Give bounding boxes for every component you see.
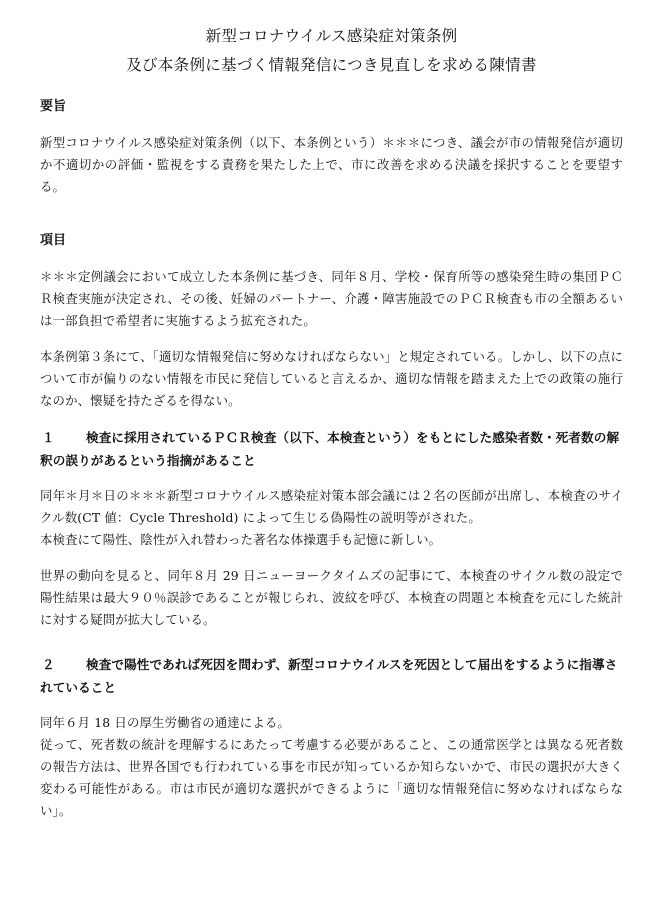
point-1-paragraph-1-line-2: 本検査にて陽性、陰性が入れ替わった著名な体操選手も記憶に新しい。 [40,532,442,547]
point-2-heading [40,653,623,699]
summary-heading: 要旨 [40,99,67,114]
title-block [40,22,623,80]
point-2-paragraph [40,712,623,822]
point-2-number: ２ [42,657,55,672]
point-1-heading-text: 検査に採用されているＰＣＲ検査（以下、本検査という）をもとにした感染者数・死者数の解釈の誤りがあるという指摘があること [40,430,620,468]
document-title-line-1: 新型コロナウイルス感染症対策条例 [205,27,458,45]
point-1-paragraph-1-line-1: 同年＊月＊日の＊＊＊新型コロナウイルス感染症対策本部会議には２名の医師が出席し、本検査のサイクル数(CT 値：Cycle Threshold) によって生じる偽陽性の説明等がされた。 [40,488,623,525]
document-title-line-2: 及び本条例に基づく情報発信につき見直しを求める陳情書 [126,56,537,74]
point-1-heading [40,426,623,472]
point-1-paragraph-1 [40,485,623,551]
point-2-line-1: 同年６月 18 日の厚生労働省の通達による。 [40,715,290,730]
point-1-paragraph-2: 世界の動向を見ると、同年８月 29 日ニューヨークタイムズの記事にて、本検査のサイクル数の設定で陽性結果は最大９０％誤診であることが報じられ、波紋を呼び、本検査の問題と本検査を元にした統計に対する疑問が拡大している。 [40,568,623,627]
items-paragraph-2: 本条例第３条にて、「適切な情報発信に努めなければならない」と規定されている。しかし、以下の点について市が偏りのない情報を市民に発信していると言えるか、適切な情報を踏まえた上での政策の施行なのか、懐疑を持たざるを得ない。 [40,349,623,408]
summary-text: 新型コロナウイルス感染症対策条例（以下、本条例という）＊＊＊につき、議会が市の情報発信が適切か不適切かの評価・監視をする責務を果たした上で、市に改善を求める決議を採択することを要望する。 [40,135,623,194]
point-2-line-2: 従って、死者数の統計を理解するにあたって考慮する必要があること、この通常医学とは異なる死者数の報告方法は、世界各国でも行われている事を市民が知っているか知らないかで、市民の選択が大きく変わる可能性がある。市は市民が適切な選択ができるように「適切な情報発信に努めなければならない」。 [40,737,623,818]
items-heading: 項目 [40,233,67,248]
items-paragraph-1: ＊＊＊定例議会において成立した本条例に基づき、同年８月、学校・保育所等の感染発生時の集団ＰＣＲ検査実施が決定され、その後、妊婦のパートナー、介護・障害施設でのＰＣＲ検査も市の全額あるいは一部負担で希望者に実施するよう拡充された。 [40,269,623,328]
point-2-heading-text: 検査で陽性であれば死因を問わず、新型コロナウイルスを死因として届出をするように指導されていること [40,657,618,695]
point-1-number: １ [42,430,55,445]
